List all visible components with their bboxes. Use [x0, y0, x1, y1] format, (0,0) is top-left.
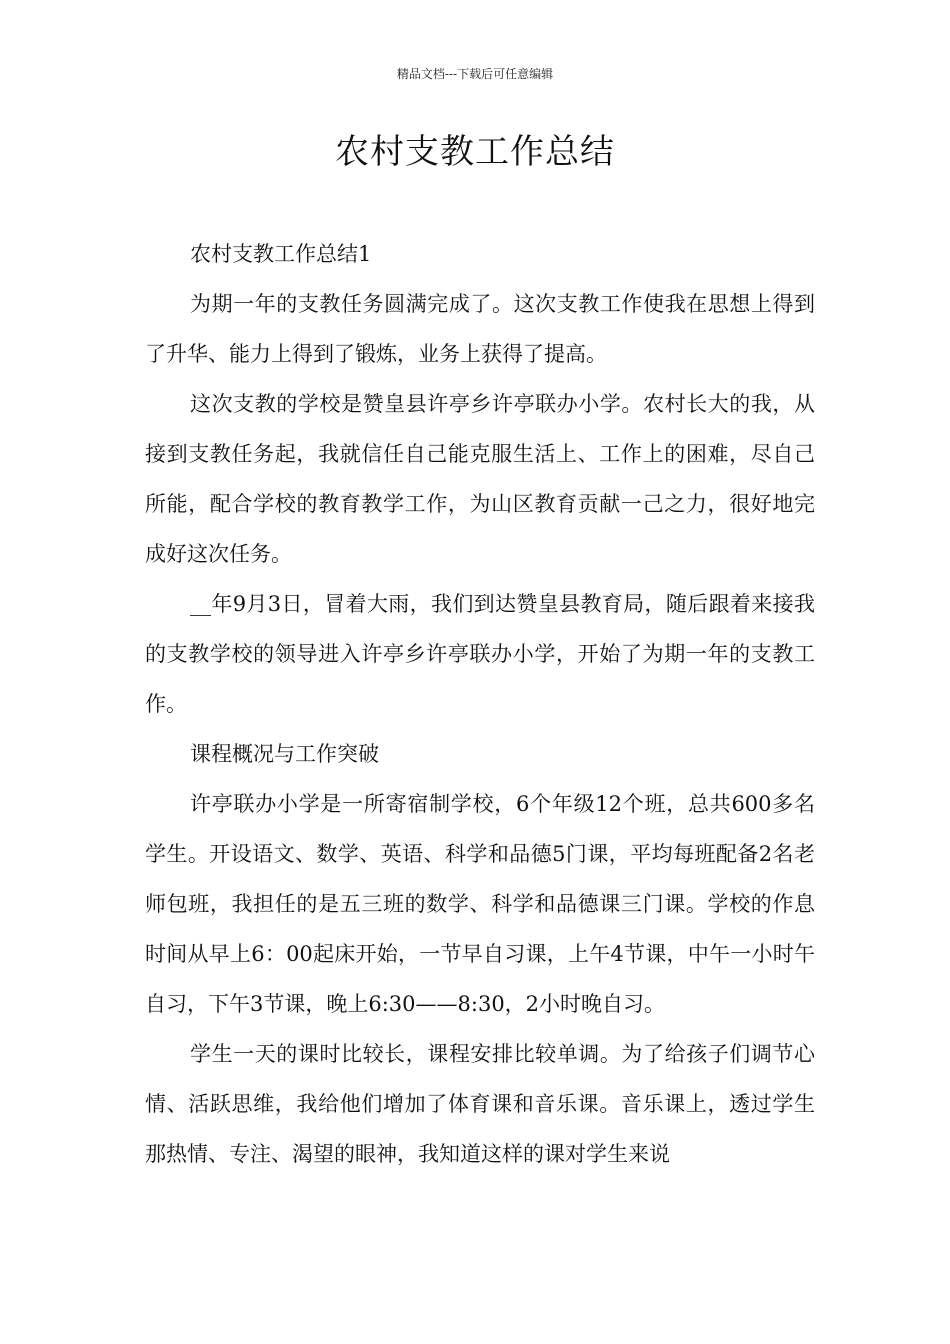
section-heading: 农村支教工作总结1: [190, 242, 372, 266]
document-title: 农村支教工作总结: [335, 132, 615, 172]
paragraph: 许亭联办小学是一所寄宿制学校，6个年级12个班，总共600多名学生。开设语文、数学、英语、科学和品德5门课，平均每班配备2名老师包班，我担任的是五三班的数学、科学和品德课三门课。学校的作息时间从早上6：00起床开始，一节早自习课，上午4节课，中午一小时午自习，下午3节课，晚上6:30——8:30，2小时晚自习。: [145, 792, 815, 1016]
header-note: 精品文档---下载后可任意编辑: [396, 67, 554, 81]
paragraph: 学生一天的课时比较长，课程安排比较单调。为了给孩子们调节心情、活跃思维，我给他们增加了体育课和音乐课。音乐课上，透过学生那热情、专注、渴望的眼神，我知道这样的课对学生来说: [145, 1042, 815, 1166]
paragraph: __年9月3日，冒着大雨，我们到达赞皇县教育局，随后跟着来接我的支教学校的领导进入许亭乡许亭联办小学，开始了为期一年的支教工作。: [145, 592, 815, 716]
document-body: [145, 229, 815, 1179]
section-heading: 课程概况与工作突破: [190, 742, 379, 766]
paragraph: 这次支教的学校是赞皇县许亭乡许亭联办小学。农村长大的我，从接到支教任务起，我就信任自己能克服生活上、工作上的困难，尽自己所能，配合学校的教育教学工作，为山区教育贡献一己之力，很好地完成好这次任务。: [145, 392, 815, 566]
paragraph: 为期一年的支教任务圆满完成了。这次支教工作使我在思想上得到了升华、能力上得到了锻炼，业务上获得了提高。: [145, 292, 815, 366]
